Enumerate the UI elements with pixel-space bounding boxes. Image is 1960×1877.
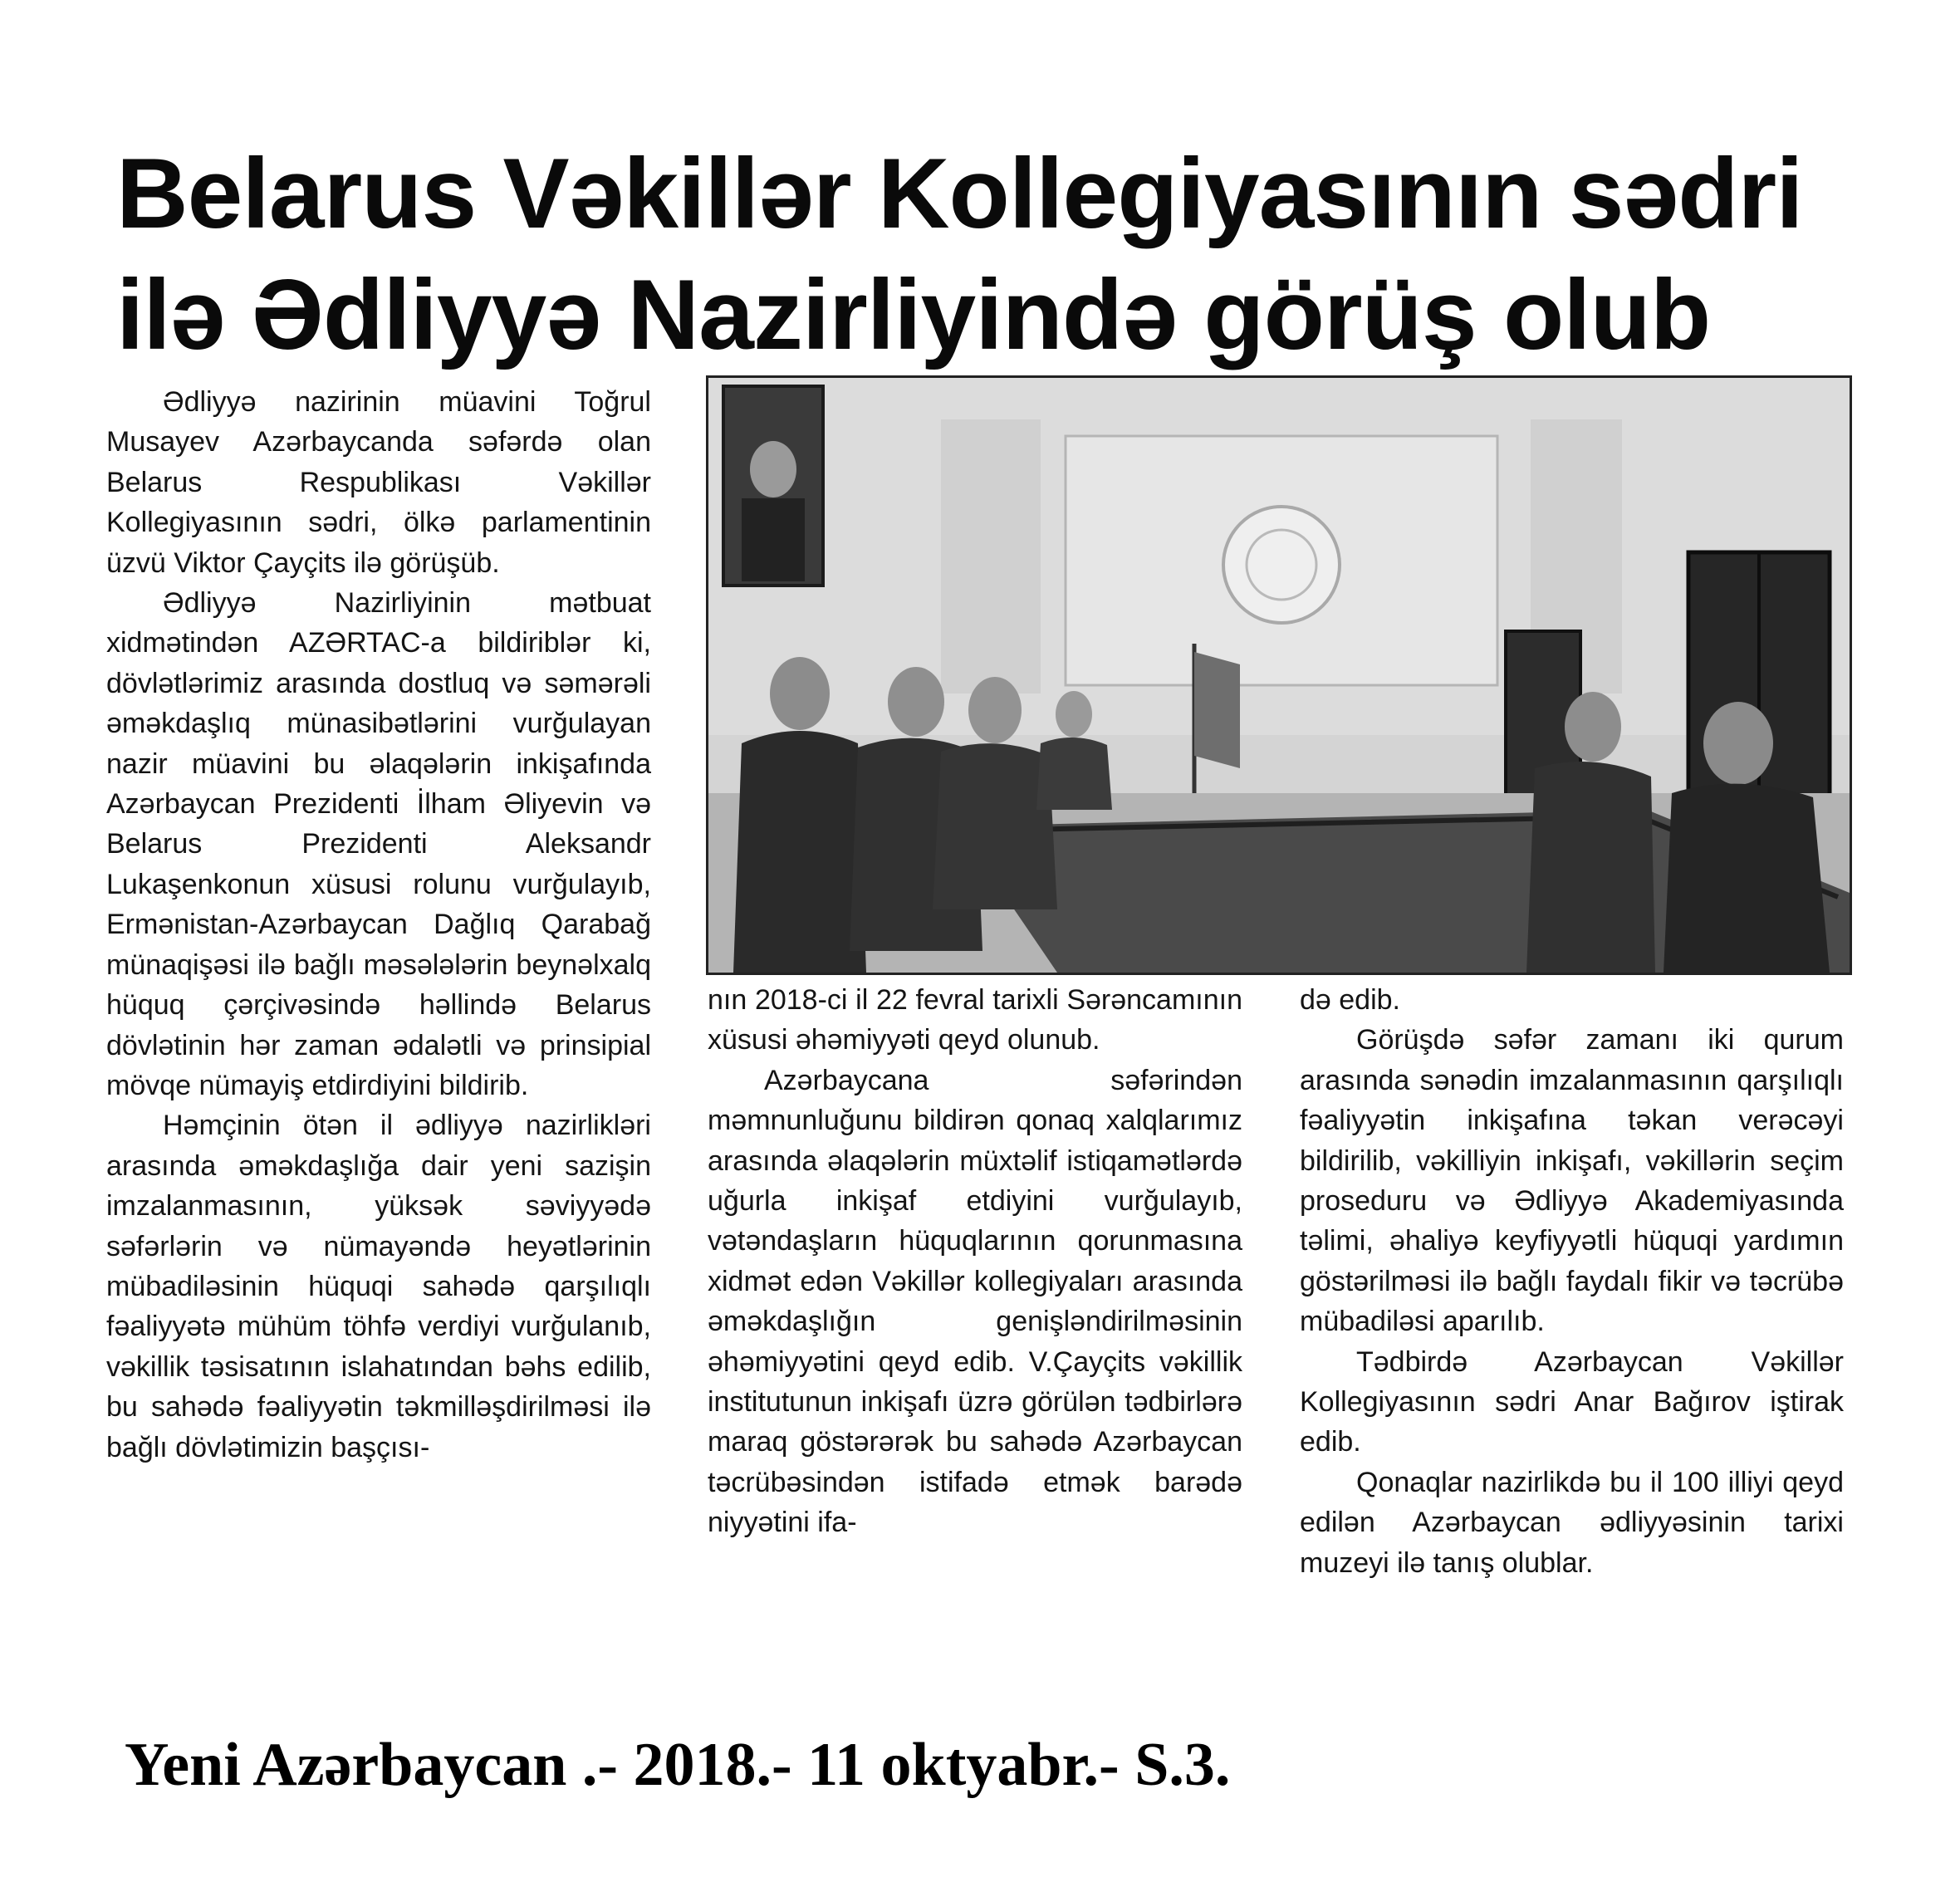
paragraph: Ədliyyə Nazirliyinin mətbuat xidmətindən AZƏRTAC-a bildiriblər ki, dövlətlərimiz arasında dostluq və səmərəli əməkdaşlıq münasibətlərini vurğulayan nazir müavini bu əlaqələrin inkişafında Azərbaycan Prezidenti İlham Əliyevin və Belarus Prezidenti Aleksandr Lukaşenkonun xüsusi rolunu vurğulayıb, Ermənistan-Azərbaycan Dağlıq Qarabağ münaqişəsi ilə bağlı məsələlərin beynəlxalq hüquq çərçivəsində həllində Belarus dövlətinin hər zaman ədalətli və prinsipial mövqe nümayiş etdirdiyini bildirib.: [106, 587, 651, 1101]
article-column-3: [1300, 980, 1844, 1583]
paragraph: də edib.: [1300, 984, 1400, 1016]
paragraph: Həmçinin ötən il ədliyyə nazirlikləri arasında əməkdaşlığa dair yeni sazişin imzalanmasının, yüksək səviyyədə səfərlərin və nümayəndə heyətlərinin mübadiləsinin hüquqi sahədə qarşılıqlı fəaliyyətə mühüm töhfə verdiyi vurğulanıb, vəkillik təsisatının islahatından bəhs edilib, bu sahədə fəaliyyətin təkmilləşdirilməsi ilə bağlı dövlətimizin başçısı-: [106, 1110, 651, 1463]
article-column-1: [106, 382, 651, 1468]
paragraph: Ədliyyə nazirinin müavini Toğrul Musayev Azərbaycanda səfərdə olan Belarus Respublikası Vəkillər Kollegiyasının sədri, ölkə parlamentinin üzvü Viktor Çayçits ilə görüşüb.: [106, 386, 651, 579]
paragraph: nın 2018-ci il 22 fevral tarixli Sərəncamının xüsusi əhəmiyyəti qeyd olunub.: [708, 984, 1242, 1056]
paragraph: Azərbaycana səfərindən məmnunluğunu bildirən qonaq xalqlarımız arasında əlaqələrin müxtəlif istiqamətlərdə uğurla inkişaf etdiyini vurğulayıb, vətəndaşların hüquqlarının qorunmasına xidmət edən Vəkillər kollegiyaları arasında əməkdaşlığın genişləndirilməsinin əhəmiyyətini qeyd edib. V.Çayçits vəkillik institutunun inkişafı üzrə görülən tədbirlərə maraq göstərərək bu sahədə Azərbaycan təcrübəsindən istifadə etmək barədə niyyətini ifa-: [708, 1064, 1242, 1539]
paragraph: Görüşdə səfər zamanı iki qurum arasında sənədin imzalanmasının qarşılıqlı fəaliyyətin inkişafına təkan verəcəyi bildirilib, vəkilliyin inkişafı, vəkillərin seçim proseduru və Ədliyyə Akademiyasında təlimi, əhaliyə keyfiyyətli hüquqi yardımın göstərilməsi ilə bağlı faydalı fikir və təcrübə mübadiləsi aparılıb.: [1300, 1024, 1844, 1338]
headline-line-2: ilə Ədliyyə Nazirliyində görüş olub: [116, 259, 1711, 370]
headline: [116, 133, 1852, 375]
source-caption: Yeni Azərbaycan .- 2018.- 11 oktyabr.- S.3.: [125, 1731, 1231, 1799]
article-column-2: [708, 980, 1242, 1543]
headline-line-1: Belarus Vəkillər Kollegiyasının sədri: [116, 138, 1803, 249]
paragraph: Qonaqlar nazirlikdə bu il 100 illiyi qeyd edilən Azərbaycan ədliyyəsinin tarixi muzeyi ilə tanış olublar.: [1300, 1466, 1844, 1579]
meeting-photo: [706, 375, 1852, 975]
paragraph: Tədbirdə Azərbaycan Vəkillər Kollegiyasının sədri Anar Bağırov iştirak edib.: [1300, 1345, 1844, 1458]
